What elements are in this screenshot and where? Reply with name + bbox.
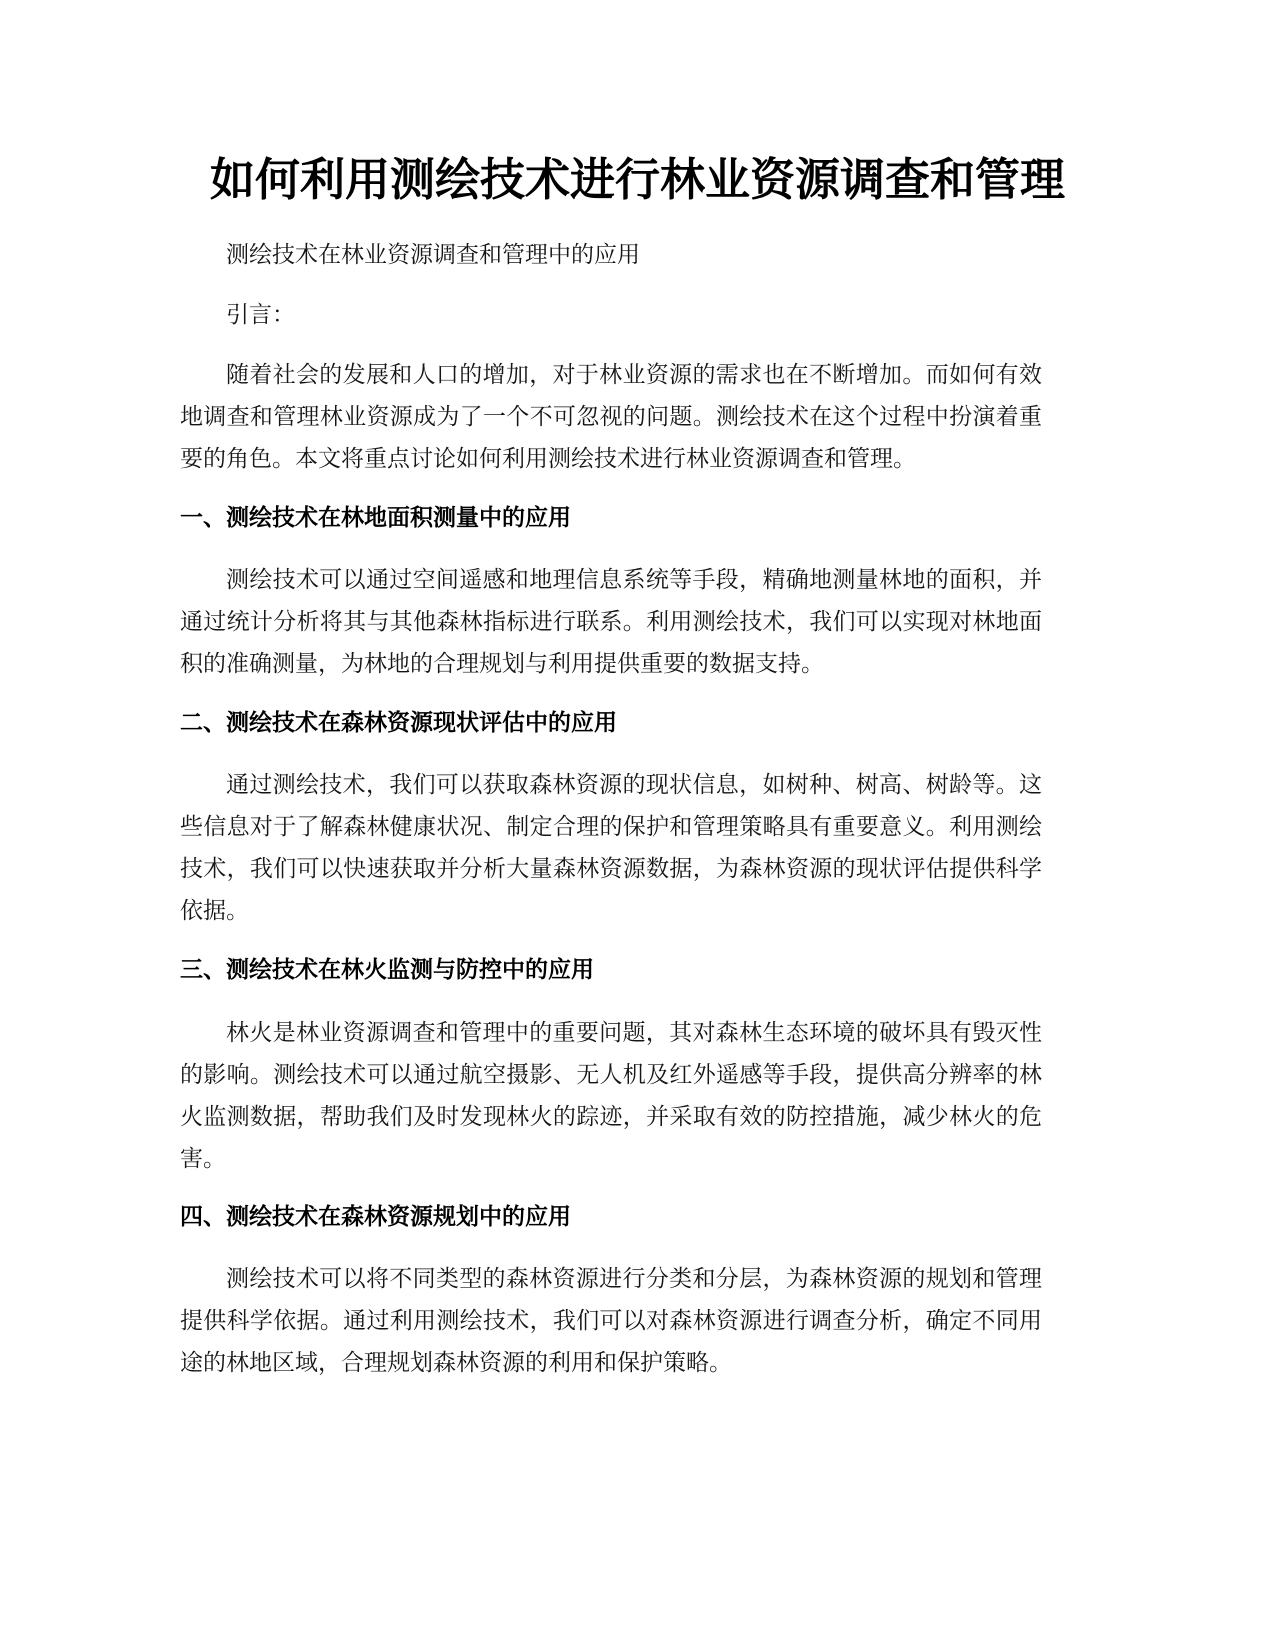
section-body-4: 测绘技术可以将不同类型的森林资源进行分类和分层，为森林资源的规划和管理提供科学依据。通过利用测绘技术，我们可以对森林资源进行调查分析，确定不同用途的林地区域，合理规划森林资源的利用和保护策略。 <box>180 1266 1042 1376</box>
document-title: 如何利用测绘技术进行林业资源调查和管理 <box>209 153 1065 206</box>
section-body-3: 林火是林业资源调查和管理中的重要问题，其对森林生态环境的破坏具有毁灭性的影响。测绘技术可以通过航空摄影、无人机及红外遥感等手段，提供高分辨率的林火监测数据，帮助我们及时发现林火的踪迹，并采取有效的防控措施，减少林火的危害。 <box>180 1020 1042 1172</box>
section-heading-4: 四、测绘技术在森林资源规划中的应用 <box>180 1204 571 1230</box>
section-body-2: 通过测绘技术，我们可以获取森林资源的现状信息，如树种、树高、树龄等。这些信息对于了解森林健康状况、制定合理的保护和管理策略具有重要意义。利用测绘技术，我们可以快速获取并分析大量森林资源数据，为森林资源的现状评估提供科学依据。 <box>180 772 1042 924</box>
section-body-1: 测绘技术可以通过空间遥感和地理信息系统等手段，精确地测量林地的面积，并通过统计分析将其与其他森林指标进行联系。利用测绘技术，我们可以实现对林地面积的准确测量，为林地的合理规划与利用提供重要的数据支持。 <box>180 567 1042 677</box>
section-heading-1: 一、测绘技术在林地面积测量中的应用 <box>180 505 571 531</box>
intro-label: 引言： <box>226 302 295 328</box>
section-heading-2: 二、测绘技术在森林资源现状评估中的应用 <box>180 710 617 736</box>
intro-paragraph: 随着社会的发展和人口的增加，对于林业资源的需求也在不断增加。而如何有效地调查和管理林业资源成为了一个不可忽视的问题。测绘技术在这个过程中扮演着重要的角色。本文将重点讨论如何利用测绘技术进行林业资源调查和管理。 <box>180 362 1042 472</box>
section-heading-3: 三、测绘技术在林火监测与防控中的应用 <box>180 957 594 983</box>
document-subtitle: 测绘技术在林业资源调查和管理中的应用 <box>226 242 640 268</box>
